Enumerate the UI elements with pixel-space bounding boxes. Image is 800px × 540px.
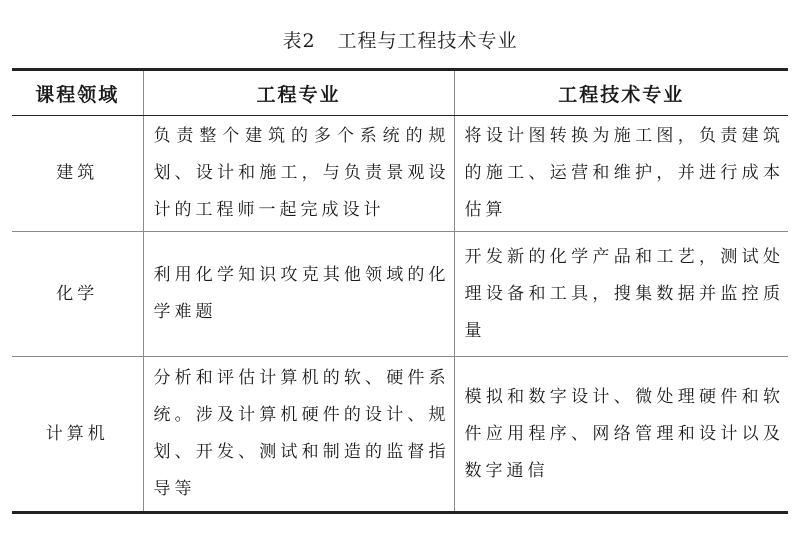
- engineering-cell: 负责整个建筑的多个系统的规划、设计和施工，与负责景观设计的工程师一起完成设计: [143, 116, 454, 232]
- header-technology: 工程技术专业: [454, 70, 788, 116]
- technology-cell: 将设计图转换为施工图，负责建筑的施工、运营和维护，并进行成本估算: [454, 116, 788, 232]
- table-row: [12, 357, 788, 513]
- comparison-table: [12, 68, 788, 514]
- table-number: 表2: [282, 30, 316, 52]
- row-domain: 化学: [12, 232, 143, 357]
- engineering-cell: 利用化学知识攻克其他领域的化学难题: [143, 232, 454, 357]
- table-header-row: [12, 70, 788, 116]
- row-domain: 计算机: [12, 357, 143, 513]
- row-domain: 建筑: [12, 116, 143, 232]
- technology-cell: 模拟和数字设计、微处理硬件和软件应用程序、网络管理和设计以及数字通信: [454, 357, 788, 513]
- table-title: 工程与工程技术专业: [337, 30, 518, 52]
- table-row: [12, 232, 788, 357]
- technology-cell: 开发新的化学产品和工艺，测试处理设备和工具，搜集数据并监控质量: [454, 232, 788, 357]
- header-engineering: 工程专业: [143, 70, 454, 116]
- table-row: [12, 116, 788, 232]
- engineering-cell: 分析和评估计算机的软、硬件系统。涉及计算机硬件的设计、规划、开发、测试和制造的监督指导等: [143, 357, 454, 513]
- header-domain: 课程领域: [12, 70, 143, 116]
- table-caption: [0, 26, 800, 53]
